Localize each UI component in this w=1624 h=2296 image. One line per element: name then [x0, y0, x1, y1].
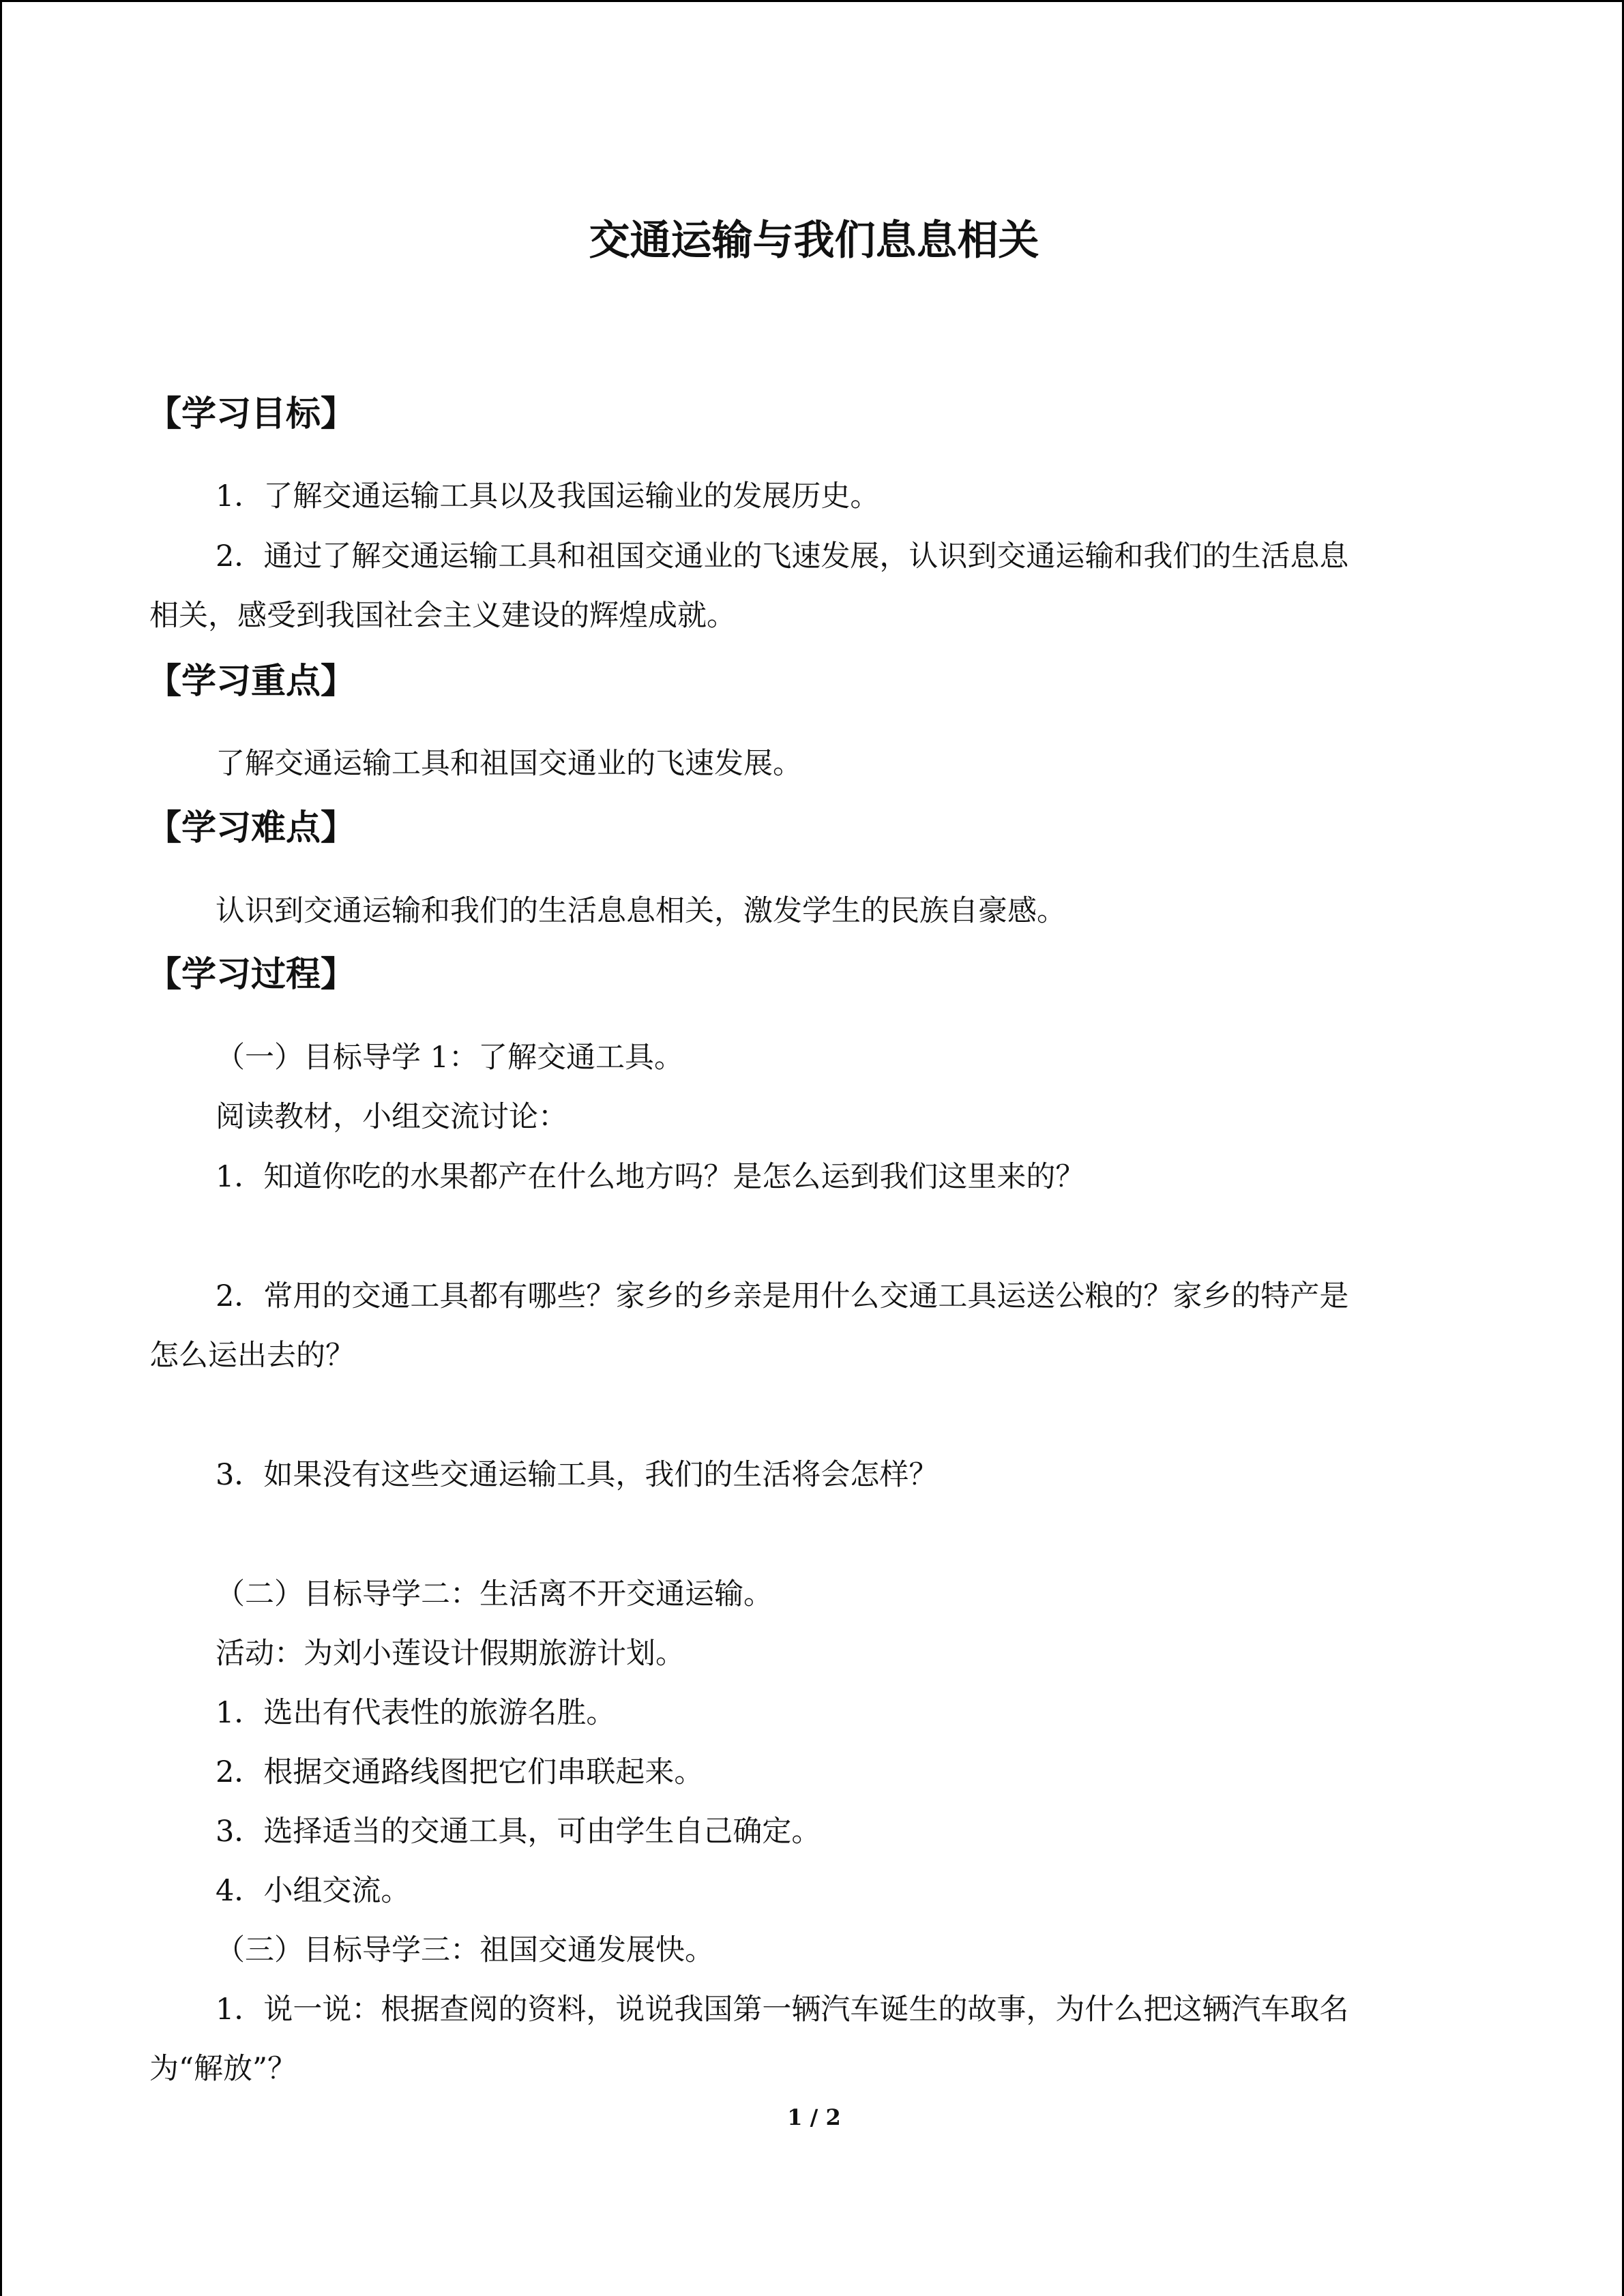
focus-text: 了解交通运输工具和祖国交通业的飞速发展。	[216, 747, 802, 781]
section-1-intro: 阅读教材，小组交流讨论：	[216, 1100, 567, 1134]
section-2-activity: 活动：为刘小莲设计假期旅游计划。	[216, 1637, 685, 1671]
section-2-item-4: 4．小组交流。	[216, 1874, 411, 1908]
goal-item-2-line-2: 相关，感受到我国社会主义建设的辉煌成就。	[149, 599, 736, 633]
heading-learning-process: 【学习过程】	[147, 955, 356, 995]
page-number: 1 / 2	[787, 2104, 841, 2130]
heading-learning-goals: 【学习目标】	[147, 394, 356, 434]
heading-learning-focus: 【学习重点】	[147, 661, 356, 702]
section-2-item-2: 2．根据交通路线图把它们串联起来。	[216, 1755, 704, 1789]
section-2-title: （二）目标导学二：生活离不开交通运输。	[216, 1577, 773, 1611]
section-2-item-1: 1．选出有代表性的旅游名胜。	[216, 1696, 616, 1730]
section-2-item-3: 3．选择适当的交通工具，可由学生自己确定。	[216, 1815, 821, 1849]
difficulty-text: 认识到交通运输和我们的生活息息相关，激发学生的民族自豪感。	[216, 894, 1066, 928]
section-1-title: （一）目标导学 1：了解交通工具。	[216, 1041, 684, 1075]
question-1: 1．知道你吃的水果都产在什么地方吗？是怎么运到我们这里来的？	[216, 1160, 1085, 1194]
heading-learning-difficulty: 【学习难点】	[147, 808, 356, 848]
section-3-item-1-line-2: 为“解放”？	[149, 2052, 297, 2086]
goal-item-1: 1．了解交通运输工具以及我国运输业的发展历史。	[216, 479, 880, 513]
document-title: 交通运输与我们息息相关	[589, 217, 1039, 265]
section-3-item-1-line-1: 1．说一说：根据查阅的资料，说说我国第一辆汽车诞生的故事，为什么把这辆汽车取名	[216, 1993, 1349, 2027]
question-3: 3．如果没有这些交通运输工具，我们的生活将会怎样？	[216, 1458, 939, 1492]
question-2-line-2: 怎么运出去的？	[149, 1339, 355, 1373]
goal-item-2-line-1: 2．通过了解交通运输工具和祖国交通业的飞速发展，认识到交通运输和我们的生活息息	[216, 539, 1349, 573]
question-2-line-1: 2．常用的交通工具都有哪些？家乡的乡亲是用什么交通工具运送公粮的？家乡的特产是	[216, 1279, 1349, 1313]
section-3-title: （三）目标导学三：祖国交通发展快。	[216, 1933, 714, 1967]
